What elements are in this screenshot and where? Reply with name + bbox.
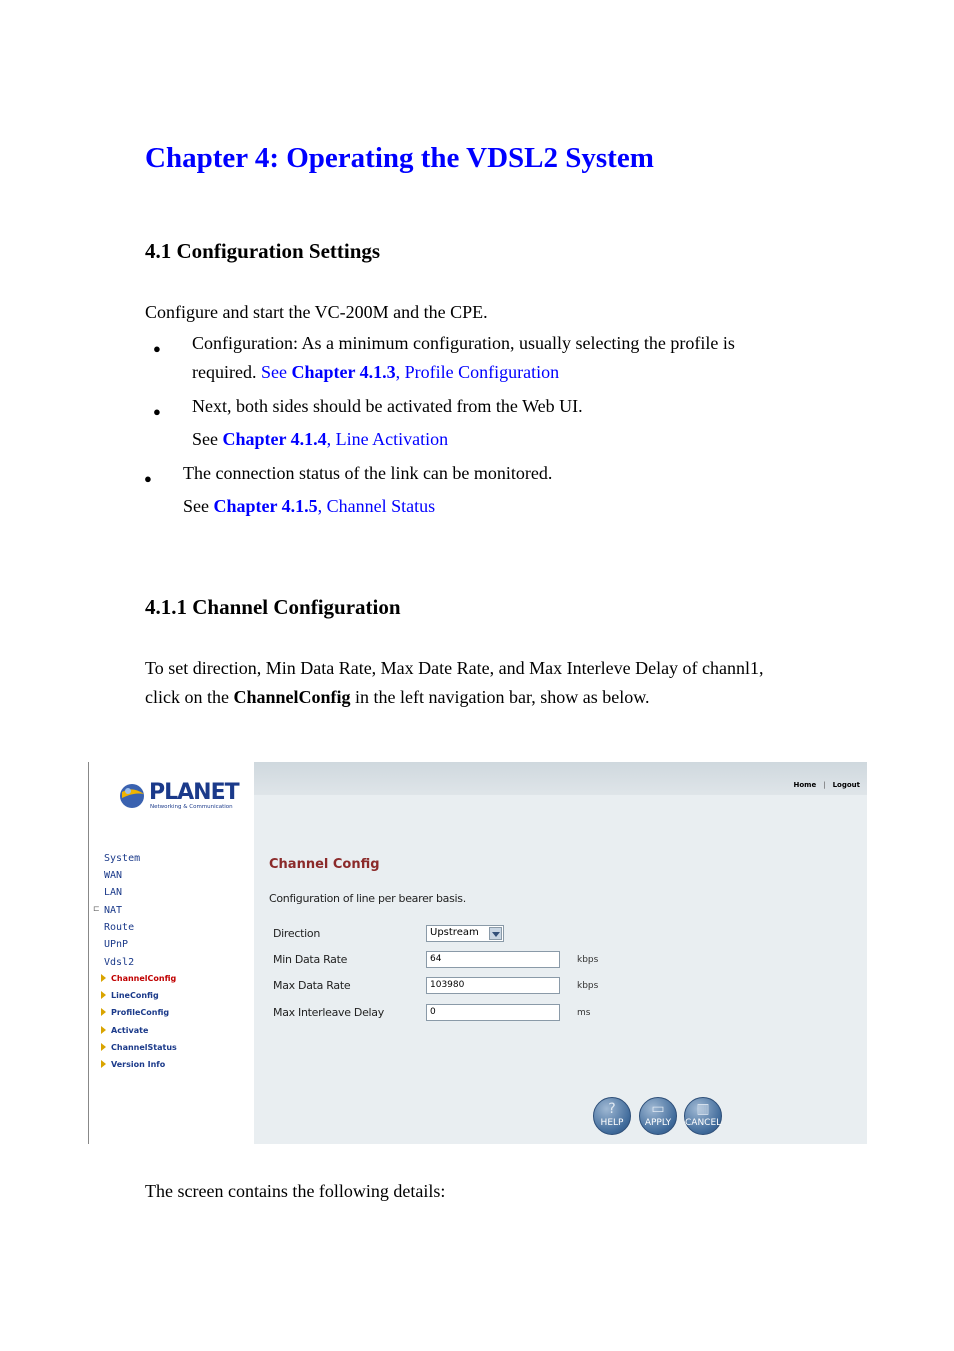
link-separator: | <box>823 781 826 789</box>
cancel-button-label: CANCEL <box>685 1118 722 1128</box>
body-paragraph-line1: To set direction, Min Data Rate, Max Date Rate, and Max Interleve Delay of channl1, <box>145 658 764 678</box>
para-text: in the left navigation bar, show as below. <box>350 687 650 707</box>
chapter-title: Chapter 4: Operating the VDSL2 System <box>145 142 654 174</box>
logo-tagline: Networking & Communication <box>150 804 233 810</box>
chapter-link[interactable]: Chapter 4.1.3 <box>291 362 396 382</box>
chapter-link[interactable]: Chapter 4.1.4 <box>222 429 327 449</box>
sub-nav-label: ChannelConfig <box>111 974 177 983</box>
intro-paragraph: Configure and start the VC-200M and the CPE. <box>145 302 488 322</box>
sub-nav-label: LineConfig <box>111 991 159 1000</box>
main-panel <box>254 762 867 1144</box>
sub-nav-label: ProfileConfig <box>111 1008 170 1017</box>
min-data-rate-label: Min Data Rate <box>273 953 348 966</box>
help-button-label: HELP <box>600 1118 624 1128</box>
nav-item-wan[interactable]: WAN <box>104 870 123 881</box>
nav-item-upnp[interactable]: UPnP <box>104 939 129 950</box>
trash-icon: ▥ <box>696 1101 710 1117</box>
nav-item-nat[interactable]: NAT <box>104 905 123 916</box>
nav-item-route[interactable]: Route <box>104 922 135 933</box>
top-links <box>794 781 861 789</box>
bullet-text: The connection status of the link can be monitored. <box>183 463 553 483</box>
apply-button-label: APPLY <box>644 1118 672 1128</box>
nav-item-vdsl2[interactable]: Vdsl2 <box>104 957 135 968</box>
bullet-icon: ● <box>153 404 161 419</box>
apply-icon: ▭ <box>651 1101 665 1117</box>
bullet-reference <box>183 496 435 517</box>
see-text: See <box>192 429 223 449</box>
max-interleave-delay-input[interactable]: 0 <box>426 1004 560 1021</box>
body-paragraph-line2 <box>145 683 650 712</box>
min-data-rate-input[interactable]: 64 <box>426 951 560 968</box>
reference-link[interactable]: , Profile Configuration <box>395 362 560 382</box>
sub-nav-label: Version Info <box>111 1060 166 1069</box>
help-button[interactable] <box>593 1097 631 1135</box>
planet-logo <box>119 780 239 814</box>
bullet-icon: ● <box>153 341 161 356</box>
bullet-prefix: required. <box>192 362 261 382</box>
sub-nav-channelconfig[interactable] <box>101 974 176 983</box>
sub-nav-label: Activate <box>111 1026 149 1035</box>
bullet-icon: ● <box>144 471 152 486</box>
bullet-reference <box>192 429 448 450</box>
direction-value: Upstream <box>430 927 479 938</box>
home-link[interactable]: Home <box>793 781 817 789</box>
bullet-reference <box>192 362 559 383</box>
direction-select[interactable] <box>426 925 504 942</box>
top-bar <box>254 762 867 795</box>
sub-nav-activate[interactable] <box>101 1026 148 1035</box>
sub-nav-channelstatus[interactable] <box>101 1043 177 1052</box>
min-data-rate-unit: kbps <box>577 955 599 965</box>
para-text: click on the <box>145 687 234 707</box>
arrow-right-icon <box>101 991 106 999</box>
arrow-right-icon <box>101 1026 106 1034</box>
bullet-text: Configuration: As a minimum configuration, usually selecting the profile is <box>192 333 735 353</box>
reference-link[interactable]: , Line Activation <box>326 429 449 449</box>
sub-nav-profileconfig[interactable] <box>101 1008 169 1017</box>
max-data-rate-label: Max Data Rate <box>273 979 351 992</box>
arrow-right-icon <box>101 1043 106 1051</box>
bullet-text: Next, both sides should be activated from the Web UI. <box>192 396 583 416</box>
see-text: See <box>260 362 292 382</box>
direction-label: Direction <box>273 927 320 940</box>
max-data-rate-input[interactable]: 103980 <box>426 977 560 994</box>
question-icon: ? <box>608 1101 616 1117</box>
arrow-right-icon <box>101 974 106 982</box>
max-interleave-delay-unit: ms <box>577 1008 591 1018</box>
para-bold-term: ChannelConfig <box>233 687 351 707</box>
closing-paragraph: The screen contains the following details: <box>145 1181 446 1201</box>
arrow-right-icon <box>101 1060 106 1068</box>
planet-globe-icon <box>119 780 147 810</box>
reference-link[interactable]: , Channel Status <box>317 496 436 516</box>
see-text: See <box>183 496 214 516</box>
logout-link[interactable]: Logout <box>832 781 860 789</box>
collapse-icon[interactable]: ⊏ <box>93 904 100 913</box>
max-data-rate-unit: kbps <box>577 981 599 991</box>
section-heading-4-1-1: 4.1.1 Channel Configuration <box>145 595 401 619</box>
chevron-down-icon[interactable] <box>489 927 502 940</box>
arrow-right-icon <box>101 1008 106 1016</box>
sub-nav-versioninfo[interactable] <box>101 1060 165 1069</box>
cancel-button[interactable] <box>684 1097 722 1135</box>
nav-item-system[interactable]: System <box>104 853 141 864</box>
section-heading-4-1: 4.1 Configuration Settings <box>145 239 381 263</box>
panel-title: Channel Config <box>269 857 380 872</box>
logo-wordmark: PLANET <box>149 780 239 805</box>
sub-nav-lineconfig[interactable] <box>101 991 159 1000</box>
max-interleave-delay-label: Max Interleave Delay <box>273 1006 384 1019</box>
nav-item-lan[interactable]: LAN <box>104 887 123 898</box>
web-ui-screenshot <box>88 762 867 1144</box>
apply-button[interactable] <box>639 1097 677 1135</box>
sub-nav-label: ChannelStatus <box>111 1043 177 1052</box>
chapter-link[interactable]: Chapter 4.1.5 <box>213 496 318 516</box>
sidebar <box>89 762 254 1144</box>
panel-description: Configuration of line per bearer basis. <box>269 892 466 905</box>
